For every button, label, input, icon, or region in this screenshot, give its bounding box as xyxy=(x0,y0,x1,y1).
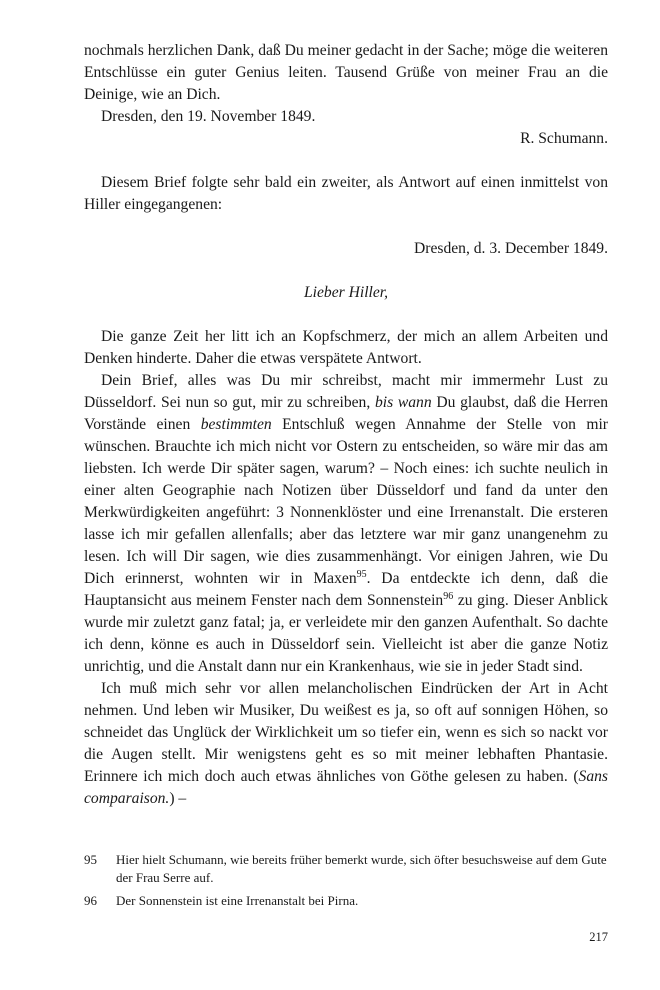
footnote-96 xyxy=(84,892,608,910)
letter1-signature: R. Schumann. xyxy=(520,130,608,147)
footnote-text: Der Sonnenstein ist eine Irrenanstalt bei Pirna. xyxy=(116,893,359,908)
footnote-number: 96 xyxy=(84,893,97,908)
letter2-paragraph-2 xyxy=(84,370,608,678)
letter2-salutation xyxy=(84,282,608,304)
text-run: . Da entdeckte ich denn, daß die Hauptansicht aus meinem Fenster nach dem Sonnenstein xyxy=(84,570,608,609)
footnote-number: 95 xyxy=(84,852,97,867)
letter1-closing-paragraph xyxy=(84,40,608,106)
main-text xyxy=(84,40,608,810)
footnotes xyxy=(84,851,608,915)
footnote-text: Hier hielt Schumann, wie bereits früher bemerkt wurde, sich öfter besuchsweise auf dem Gute der Frau Serre auf. xyxy=(116,852,607,885)
intro-paragraph: Diesem Brief folgte sehr bald ein zweiter, als Antwort auf einen inmittelst von Hiller eingegangenen: xyxy=(84,174,608,213)
text-run: Die ganze Zeit her litt ich an Kopfschmerz, der mich an allem Arbeiten und Denken hinderte. Daher die etwas verspätete Antwort. xyxy=(84,328,608,367)
text-run: Ich muß mich sehr vor allen melancholischen Eindrücken der Art in Acht nehmen. Und leben wir Musiker, Du weißest es ja, so oft auf sonnigen Höhen, so schneidet das Unglück der Wirklichkeit um so tiefer ein, wenn es sich so nackt vor die Augen stellt. Mir wenigstens geht es so mit meiner lebhaften Phantasie. Erinnere ich mich doch auch etwas ähnliches von Göthe gelesen zu haben. ( xyxy=(84,680,608,785)
footnote-reference: 95 xyxy=(356,568,367,580)
salutation-text: Lieber Hiller, xyxy=(303,284,389,301)
text-run: Du glaubst, daß die Herren Vorstände einen xyxy=(84,394,609,433)
page-number: 217 xyxy=(589,930,608,944)
text-run: Entschluß wegen Annahme der Stelle von mir wünschen. Brauchte ich mich nicht vor Ostern zu entscheiden, so wäre mir das am liebsten. Ich werde Dir später sagen, warum? – Noch eines: ich suchte neulich in einer alten Geographie nach Notizen über Düsseldorf und fand da unter den Merkwürdigkeiten angeführt: 3 Nonnenklöster und eine Irrenanstalt. Die ersteren lasse ich mir gefallen allenfalls; aber das letztere war mir ganz unangenehm zu lesen. Ich will Dir sagen, wie dies zusammenhängt. Vor einigen Jahren, wie Du Dich erinnerst, wohnten wir in Maxen xyxy=(84,416,608,587)
letter2-paragraph-3 xyxy=(84,678,608,810)
letter1-dateline: Dresden, den 19. November 1849. xyxy=(101,108,316,125)
italic-emphasis: Sans comparaison. xyxy=(84,768,608,807)
footnote-95 xyxy=(84,851,608,887)
italic-emphasis: bis wann xyxy=(374,394,432,411)
text-run: ) – xyxy=(169,790,187,807)
letter2-dateline: Dresden, d. 3. December 1849. xyxy=(414,240,608,257)
text-run: zu ging. Dieser Anblick wurde mir zuletzt ganz fatal; ja, er verleidete mir den ganzen Aufenthalt. So dachte ich denn, könne es auch in Düsseldorf sein. Vielleicht ist aber die ganze Notiz unrichtig, und die Anstalt dann nur ein Krankenhaus, wie sie in jeder Stadt sind. xyxy=(84,592,608,675)
footnote-reference: 96 xyxy=(443,590,454,602)
letter2-paragraph-1 xyxy=(84,326,608,370)
text-run: nochmals herzlichen Dank, daß Du meiner gedacht in der Sache; möge die weiteren Entschlüsse ein guter Genius leiten. Tausend Grüße von meiner Frau an die Deinige, wie an Dich. xyxy=(84,42,608,103)
text-run: Dein Brief, alles was Du mir schreibst, macht mir immermehr Lust zu Düsseldorf. Sei nun so gut, mir zu schreiben, xyxy=(84,372,608,411)
italic-emphasis: bestimmten xyxy=(200,416,272,433)
